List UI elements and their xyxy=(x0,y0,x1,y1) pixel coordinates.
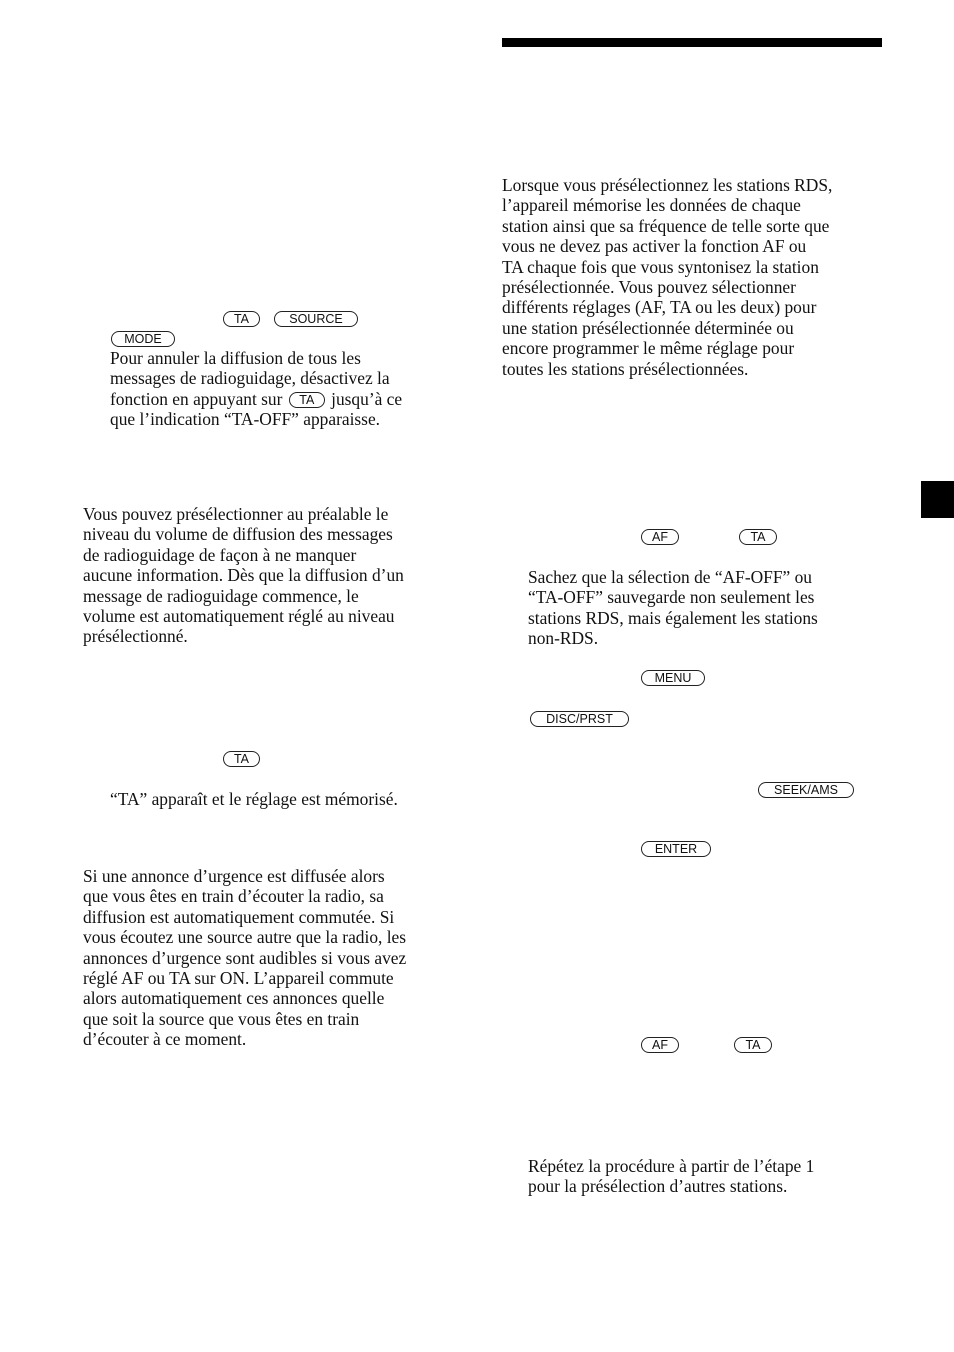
mode-button[interactable]: MODE xyxy=(111,331,175,347)
ta-button[interactable]: TA xyxy=(739,529,777,545)
text-line: Si une annonce d’urgence est diffusée alors xyxy=(83,866,385,886)
section-header-rule xyxy=(502,38,882,47)
text-line: diffusion est automatiquement commutée. Si xyxy=(83,906,395,927)
text-line: messages de radioguidage, désactivez la xyxy=(110,368,390,389)
text-line: TA chaque fois que vous syntonisez la station xyxy=(502,256,819,277)
text-line: réglé AF ou TA sur ON. L’appareil commute xyxy=(83,968,394,989)
text-line: station ainsi que sa fréquence de telle sorte que xyxy=(502,215,830,236)
text-line: non-RDS. xyxy=(528,628,599,649)
text-line: pour la présélection d’autres stations. xyxy=(528,1176,788,1197)
text-line: vous ne devez pas activer la fonction AF ou xyxy=(502,236,807,257)
ta-volume-paragraph xyxy=(83,504,404,647)
ta-cancel-note xyxy=(110,348,402,430)
text-line: présélectionné. xyxy=(83,626,188,647)
text-line: Répétez la procédure à partir de l’étape 1 xyxy=(528,1156,815,1176)
text-line: Lorsque vous présélectionnez les stations RDS, xyxy=(502,175,833,195)
ta-button[interactable]: TA xyxy=(734,1037,772,1053)
emergency-paragraph xyxy=(83,866,406,1050)
text-line: alors automatiquement ces annonces quelle xyxy=(83,988,385,1009)
repeat-procedure-note xyxy=(528,1156,814,1197)
ta-button[interactable]: TA xyxy=(223,751,260,767)
af-button[interactable]: AF xyxy=(641,529,679,545)
ta-button[interactable]: TA xyxy=(223,311,260,327)
chapter-thumb-tab xyxy=(921,481,954,518)
text-line: que soit la source que vous êtes en train xyxy=(83,1008,360,1029)
text-line: présélectionnée. Vous pouvez sélectionner xyxy=(502,277,796,298)
text-line: différents réglages (AF, TA ou les deux) pour xyxy=(502,297,817,318)
text-line: de radioguidage de façon à ne manquer xyxy=(83,544,357,565)
menu-button[interactable]: MENU xyxy=(641,670,705,686)
text-line: vous écoutez une source autre que la radio, les xyxy=(83,927,407,948)
text-line: volume est automatiquement réglé au niveau xyxy=(83,606,395,627)
text-line: encore programmer le même réglage pour xyxy=(502,338,795,359)
disc-prst-button[interactable]: DISC/PRST xyxy=(530,711,629,727)
text-line: Sachez que la sélection de “AF-OFF” ou xyxy=(528,567,812,587)
enter-button[interactable]: ENTER xyxy=(641,841,711,857)
text-line: d’écouter à ce moment. xyxy=(83,1029,247,1050)
text-line: aucune information. Dès que la diffusion d’un xyxy=(83,565,404,586)
text-line xyxy=(110,389,402,409)
text-fragment: jusqu’à ce xyxy=(331,388,403,409)
af-ta-off-note xyxy=(528,567,818,649)
ta-button-inline[interactable]: TA xyxy=(289,392,325,408)
text-line: stations RDS, mais également les stations xyxy=(528,607,818,628)
rds-preset-intro xyxy=(502,175,832,379)
text-line: que vous êtes en train d’écouter la radio, sa xyxy=(83,886,384,907)
text-line: l’appareil mémorise les données de chaque xyxy=(502,195,801,216)
text-line: une station présélectionnée déterminée ou xyxy=(502,317,794,338)
ta-memorized-note xyxy=(110,789,398,809)
text-line: que l’indication “TA-OFF” apparaisse. xyxy=(110,409,381,430)
source-button[interactable]: SOURCE xyxy=(274,311,358,327)
text-line: Pour annuler la diffusion de tous les xyxy=(110,348,361,368)
text-line: “TA-OFF” sauvegarde non seulement les xyxy=(528,587,815,608)
af-button[interactable]: AF xyxy=(641,1037,679,1053)
text-line: Vous pouvez présélectionner au préalable le xyxy=(83,504,389,524)
text-line: “TA” apparaît et le réglage est mémorisé. xyxy=(110,789,398,809)
text-line: message de radioguidage commence, le xyxy=(83,585,359,606)
text-fragment: fonction en appuyant sur xyxy=(110,388,283,409)
text-line: annonces d’urgence sont audibles si vous avez xyxy=(83,947,407,968)
seek-ams-button[interactable]: SEEK/AMS xyxy=(758,782,854,798)
text-line: niveau du volume de diffusion des messages xyxy=(83,524,393,545)
text-line: toutes les stations présélectionnées. xyxy=(502,358,749,379)
